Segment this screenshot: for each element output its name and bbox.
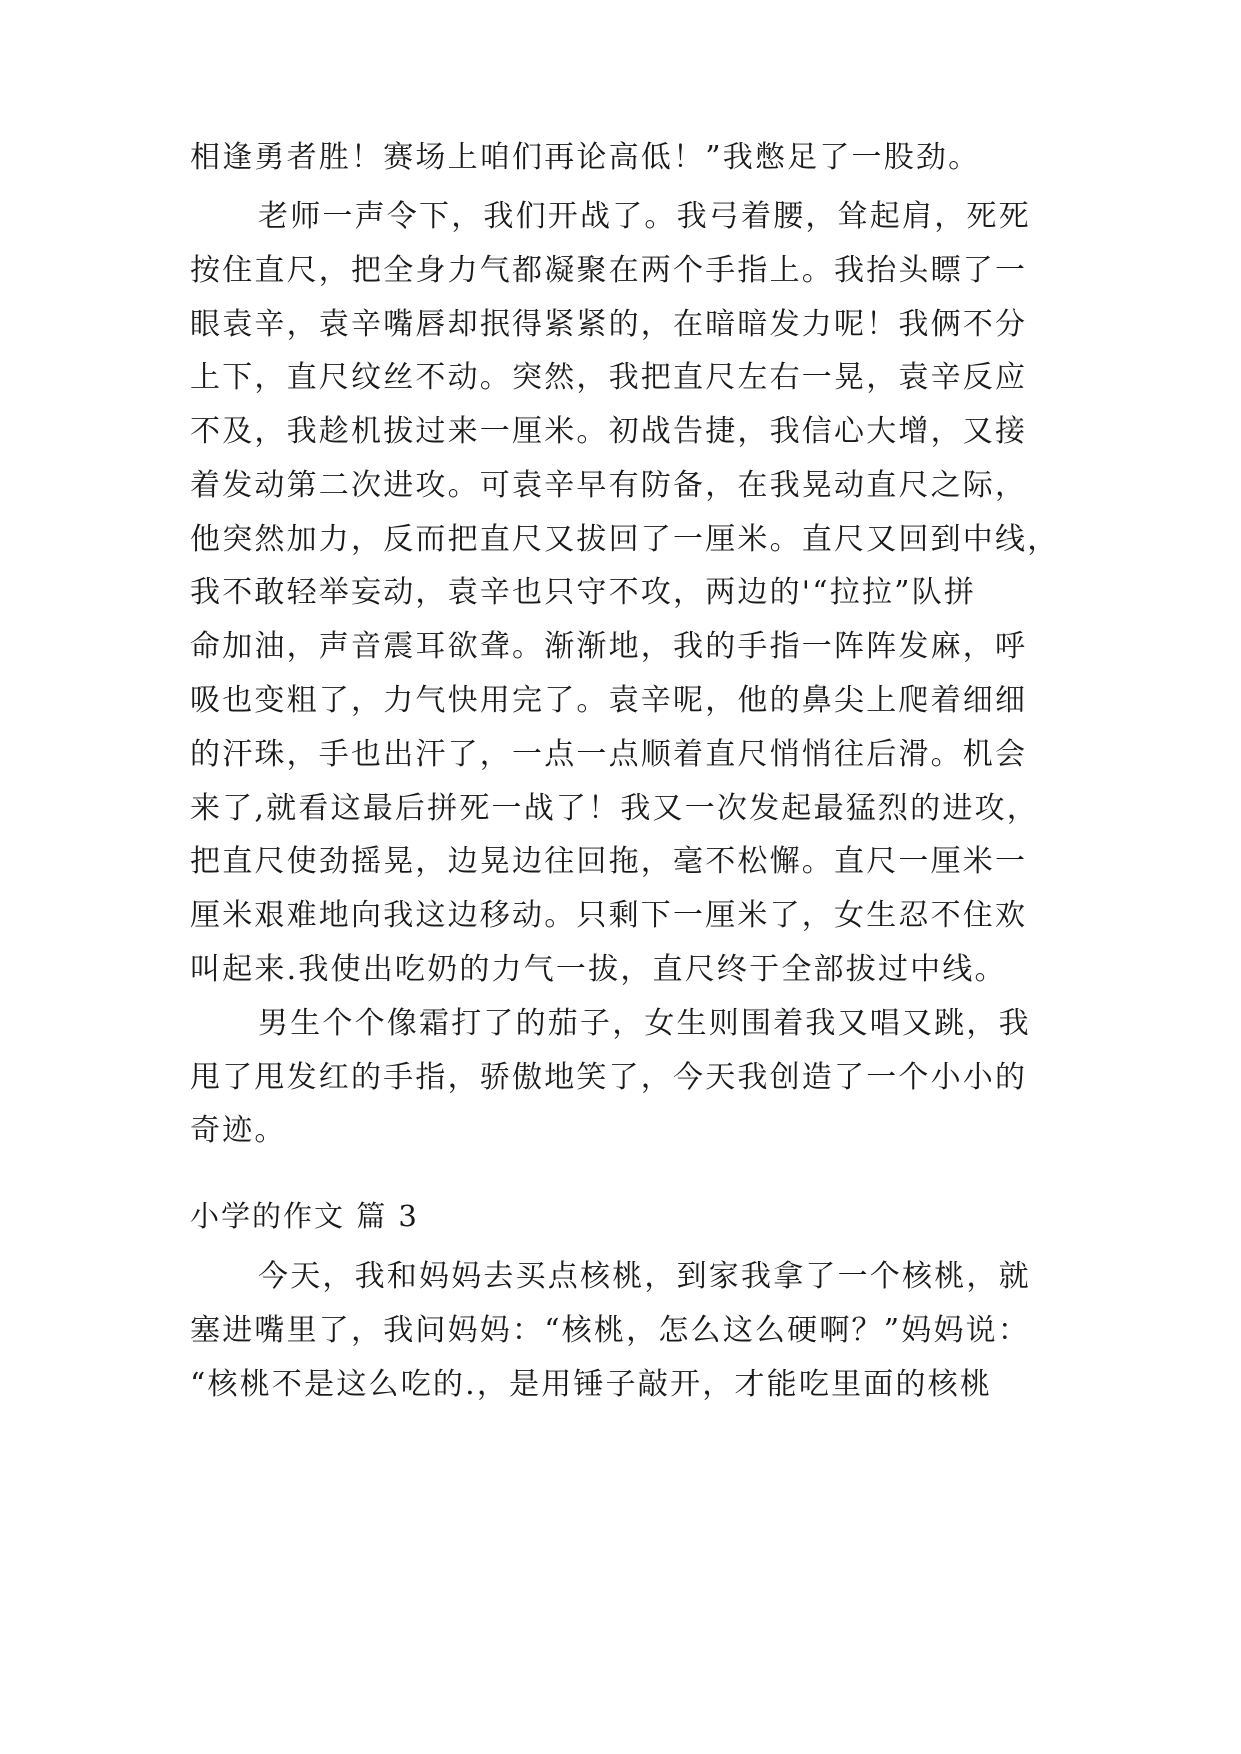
paragraph-line: 眼袁辛，袁辛嘴唇却抿得紧紧的，在暗暗发力呢！我俩不分 [190, 307, 1028, 342]
paragraph-line: 厘米艰难地向我这边移动。只剩下一厘米了，女生忍不住欢 [190, 898, 1028, 933]
paragraph-line: 奇迹。 [190, 1113, 287, 1148]
paragraph-line: 叫起来.我使出吃奶的力气一拔，直尺终于全部拔过中线。 [190, 952, 1007, 987]
paragraph-line: 的汗珠，手也出汗了，一点一点顺着直尺悄悄往后滑。机会 [190, 737, 1028, 772]
paragraph-line: 相逢勇者胜！赛场上咱们再论高低！”我憋足了一股劲。 [190, 140, 981, 175]
paragraph-line: “核桃不是这么吃的.，是用锤子敲开，才能吃里面的核桃 [190, 1367, 993, 1402]
paragraph-line: 不及，我趁机拔过来一厘米。初战告捷，我信心大增，又接 [190, 414, 1028, 449]
paragraph-line: 今天，我和妈妈去买点核桃，到家我拿了一个核桃，就 [258, 1259, 1031, 1294]
paragraph-line: 他突然加力，反而把直尺又拔回了一厘米。直尺又回到中线， [190, 522, 1060, 557]
paragraph-line: 来了,就看这最后拼死一战了！我又一次发起最猛烈的进攻， [190, 791, 1039, 826]
paragraph-line: 我不敢轻举妄动，袁辛也只守不攻，两边的'“拉拉”队拼 [190, 575, 977, 610]
paragraph-line: 着发动第二次进攻。可袁辛早有防备，在我晃动直尺之际， [190, 468, 1028, 503]
paragraph-line: 老师一声令下，我们开战了。我弓着腰，耸起肩，死死 [258, 199, 1031, 234]
paragraph-line: 男生个个像霜打了的茄子，女生则围着我又唱又跳，我 [258, 1006, 1031, 1041]
paragraph-line: 按住直尺，把全身力气都凝聚在两个手指上。我抬头瞟了一 [190, 253, 1028, 288]
paragraph-line: 命加油，声音震耳欲聋。渐渐地，我的手指一阵阵发麻，呼 [190, 629, 1028, 664]
paragraph-line: 甩了甩发红的手指，骄傲地笑了，今天我创造了一个小小的 [190, 1060, 1028, 1095]
paragraph-line: 上下，直尺纹丝不动。突然，我把直尺左右一晃，袁辛反应 [190, 360, 1028, 395]
paragraph-line: 把直尺使劲摇晃，边晃边往回拖，毫不松懈。直尺一厘米一 [190, 844, 1028, 879]
section-heading: 小学的作文 篇 3 [190, 1199, 419, 1233]
paragraph-line: 塞进嘴里了，我问妈妈：“核桃，怎么这么硬啊？”妈妈说： [190, 1313, 1031, 1348]
paragraph-line: 吸也变粗了，力气快用完了。袁辛呢，他的鼻尖上爬着细细 [190, 683, 1028, 718]
